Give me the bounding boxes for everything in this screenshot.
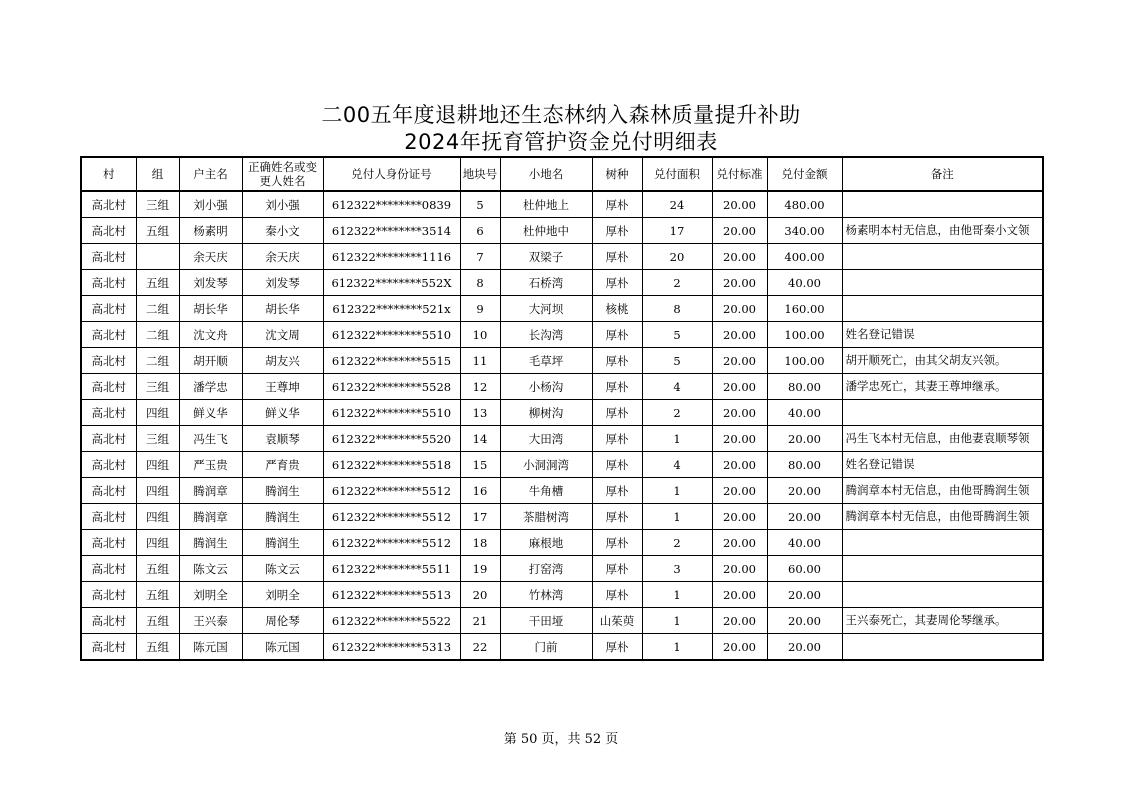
- correct-name-cell: 腾润生: [242, 478, 323, 504]
- id-number-cell: 612322********5511: [323, 556, 460, 582]
- village-cell: 高北村: [81, 504, 136, 530]
- village-cell: 高北村: [81, 452, 136, 478]
- standard-cell: 20.00: [712, 374, 767, 400]
- plot-number-cell: 19: [460, 556, 500, 582]
- id-number-cell: 612322********5518: [323, 452, 460, 478]
- area-cell: 4: [642, 452, 712, 478]
- table-body: [81, 191, 1043, 660]
- remarks-cell: 姓名登记错误: [842, 452, 1043, 478]
- group-cell: 五组: [136, 582, 179, 608]
- plot-number-cell: 15: [460, 452, 500, 478]
- group-cell: 四组: [136, 478, 179, 504]
- tree-species-cell: 厚朴: [592, 218, 642, 244]
- id-number-cell: 612322********1116: [323, 244, 460, 270]
- village-cell: 高北村: [81, 634, 136, 661]
- tree-species-cell: 厚朴: [592, 374, 642, 400]
- table-row: [81, 608, 1043, 634]
- correct-name-cell: 刘发琴: [242, 270, 323, 296]
- standard-cell: 20.00: [712, 452, 767, 478]
- header-household-head: 户主名: [179, 157, 242, 191]
- tree-species-cell: 厚朴: [592, 400, 642, 426]
- correct-name-cell: 沈文周: [242, 322, 323, 348]
- village-cell: 高北村: [81, 374, 136, 400]
- id-number-cell: 612322********5515: [323, 348, 460, 374]
- id-number-cell: 612322********5510: [323, 322, 460, 348]
- area-cell: 2: [642, 400, 712, 426]
- group-cell: 二组: [136, 322, 179, 348]
- group-cell: 五组: [136, 608, 179, 634]
- tree-species-cell: 山茱萸: [592, 608, 642, 634]
- household-head-cell: 胡开顺: [179, 348, 242, 374]
- table-row: [81, 582, 1043, 608]
- table-row: [81, 400, 1043, 426]
- amount-cell: 60.00: [767, 556, 842, 582]
- village-cell: 高北村: [81, 530, 136, 556]
- tree-species-cell: 厚朴: [592, 191, 642, 218]
- household-head-cell: 严玉贵: [179, 452, 242, 478]
- standard-cell: 20.00: [712, 608, 767, 634]
- group-cell: 二组: [136, 296, 179, 322]
- area-cell: 4: [642, 374, 712, 400]
- group-cell: 五组: [136, 270, 179, 296]
- remarks-cell: 杨素明本村无信息，由他哥秦小文领: [842, 218, 1043, 244]
- table-header-row: [81, 157, 1043, 191]
- plot-number-cell: 9: [460, 296, 500, 322]
- remarks-cell: 冯生飞本村无信息，由他妻袁顺琴领: [842, 426, 1043, 452]
- village-cell: 高北村: [81, 296, 136, 322]
- header-area: 兑付面积: [642, 157, 712, 191]
- table-row: [81, 322, 1043, 348]
- standard-cell: 20.00: [712, 322, 767, 348]
- standard-cell: 20.00: [712, 478, 767, 504]
- household-head-cell: 腾润章: [179, 504, 242, 530]
- plot-number-cell: 16: [460, 478, 500, 504]
- plot-number-cell: 14: [460, 426, 500, 452]
- remarks-cell: [842, 582, 1043, 608]
- household-head-cell: 腾润生: [179, 530, 242, 556]
- village-cell: 高北村: [81, 191, 136, 218]
- household-head-cell: 沈文舟: [179, 322, 242, 348]
- group-cell: 三组: [136, 374, 179, 400]
- remarks-cell: [842, 296, 1043, 322]
- place-name-cell: 大河坝: [500, 296, 592, 322]
- area-cell: 20: [642, 244, 712, 270]
- household-head-cell: 腾润章: [179, 478, 242, 504]
- plot-number-cell: 10: [460, 322, 500, 348]
- village-cell: 高北村: [81, 426, 136, 452]
- group-cell: 四组: [136, 400, 179, 426]
- group-cell: 二组: [136, 348, 179, 374]
- remarks-cell: 王兴泰死亡，其妻周伦琴继承。: [842, 608, 1043, 634]
- correct-name-cell: 刘明全: [242, 582, 323, 608]
- standard-cell: 20.00: [712, 270, 767, 296]
- plot-number-cell: 18: [460, 530, 500, 556]
- area-cell: 1: [642, 504, 712, 530]
- table-row: [81, 530, 1043, 556]
- tree-species-cell: 厚朴: [592, 244, 642, 270]
- group-cell: 四组: [136, 530, 179, 556]
- correct-name-cell: 秦小文: [242, 218, 323, 244]
- place-name-cell: 门前: [500, 634, 592, 661]
- amount-cell: 400.00: [767, 244, 842, 270]
- area-cell: 2: [642, 270, 712, 296]
- table-row: [81, 426, 1043, 452]
- area-cell: 1: [642, 608, 712, 634]
- remarks-cell: 腾润章本村无信息，由他哥腾润生领: [842, 504, 1043, 530]
- remarks-cell: [842, 556, 1043, 582]
- tree-species-cell: 厚朴: [592, 478, 642, 504]
- area-cell: 1: [642, 478, 712, 504]
- standard-cell: 20.00: [712, 504, 767, 530]
- area-cell: 2: [642, 530, 712, 556]
- id-number-cell: 612322********5313: [323, 634, 460, 661]
- document-title-line2: 2024年抚育管护资金兑付明细表: [404, 130, 718, 154]
- table-row: [81, 191, 1043, 218]
- correct-name-cell: 袁顺琴: [242, 426, 323, 452]
- correct-name-cell: 腾润生: [242, 504, 323, 530]
- table-row: [81, 556, 1043, 582]
- correct-name-cell: 陈元国: [242, 634, 323, 661]
- remarks-cell: [842, 191, 1043, 218]
- id-number-cell: 612322********5522: [323, 608, 460, 634]
- plot-number-cell: 6: [460, 218, 500, 244]
- standard-cell: 20.00: [712, 582, 767, 608]
- household-head-cell: 陈元国: [179, 634, 242, 661]
- tree-species-cell: 厚朴: [592, 556, 642, 582]
- place-name-cell: 竹林湾: [500, 582, 592, 608]
- place-name-cell: 干田垭: [500, 608, 592, 634]
- household-head-cell: 陈文云: [179, 556, 242, 582]
- household-head-cell: 王兴泰: [179, 608, 242, 634]
- remarks-cell: [842, 244, 1043, 270]
- table-row: [81, 218, 1043, 244]
- header-place-name: 小地名: [500, 157, 592, 191]
- id-number-cell: 612322********3514: [323, 218, 460, 244]
- remarks-cell: 腾润章本村无信息，由他哥腾润生领: [842, 478, 1043, 504]
- tree-species-cell: 厚朴: [592, 270, 642, 296]
- header-plot-number: 地块号: [460, 157, 500, 191]
- plot-number-cell: 12: [460, 374, 500, 400]
- id-number-cell: 612322********5513: [323, 582, 460, 608]
- header-amount: 兑付金额: [767, 157, 842, 191]
- standard-cell: 20.00: [712, 530, 767, 556]
- document-title-line1: 二00五年度退耕地还生态林纳入森林质量提升补助: [321, 103, 801, 127]
- area-cell: 17: [642, 218, 712, 244]
- village-cell: 高北村: [81, 270, 136, 296]
- amount-cell: 20.00: [767, 608, 842, 634]
- payment-detail-table: [80, 156, 1044, 661]
- amount-cell: 80.00: [767, 374, 842, 400]
- remarks-cell: 姓名登记错误: [842, 322, 1043, 348]
- plot-number-cell: 13: [460, 400, 500, 426]
- tree-species-cell: 厚朴: [592, 530, 642, 556]
- correct-name-cell: 王尊坤: [242, 374, 323, 400]
- id-number-cell: 612322********5528: [323, 374, 460, 400]
- standard-cell: 20.00: [712, 426, 767, 452]
- header-village: 村: [81, 157, 136, 191]
- plot-number-cell: 5: [460, 191, 500, 218]
- id-number-cell: 612322********521x: [323, 296, 460, 322]
- household-head-cell: 刘发琴: [179, 270, 242, 296]
- remarks-cell: [842, 400, 1043, 426]
- plot-number-cell: 17: [460, 504, 500, 530]
- standard-cell: 20.00: [712, 556, 767, 582]
- header-remarks: 备注: [842, 157, 1043, 191]
- area-cell: 5: [642, 348, 712, 374]
- group-cell: [136, 244, 179, 270]
- remarks-cell: 胡开顺死亡，由其父胡友兴领。: [842, 348, 1043, 374]
- village-cell: 高北村: [81, 400, 136, 426]
- village-cell: 高北村: [81, 218, 136, 244]
- amount-cell: 480.00: [767, 191, 842, 218]
- plot-number-cell: 7: [460, 244, 500, 270]
- tree-species-cell: 厚朴: [592, 452, 642, 478]
- place-name-cell: 茶腊树湾: [500, 504, 592, 530]
- standard-cell: 20.00: [712, 634, 767, 661]
- standard-cell: 20.00: [712, 244, 767, 270]
- area-cell: 5: [642, 322, 712, 348]
- household-head-cell: 余天庆: [179, 244, 242, 270]
- place-name-cell: 打窑湾: [500, 556, 592, 582]
- tree-species-cell: 厚朴: [592, 582, 642, 608]
- tree-species-cell: 厚朴: [592, 504, 642, 530]
- area-cell: 8: [642, 296, 712, 322]
- header-correct-name: 正确姓名或变更人姓名: [242, 157, 323, 191]
- village-cell: 高北村: [81, 582, 136, 608]
- id-number-cell: 612322********5512: [323, 478, 460, 504]
- household-head-cell: 胡长华: [179, 296, 242, 322]
- household-head-cell: 刘明全: [179, 582, 242, 608]
- remarks-cell: [842, 634, 1043, 661]
- tree-species-cell: 厚朴: [592, 322, 642, 348]
- village-cell: 高北村: [81, 348, 136, 374]
- table-row: [81, 374, 1043, 400]
- area-cell: 1: [642, 582, 712, 608]
- amount-cell: 40.00: [767, 530, 842, 556]
- tree-species-cell: 核桃: [592, 296, 642, 322]
- table-row: [81, 296, 1043, 322]
- standard-cell: 20.00: [712, 348, 767, 374]
- village-cell: 高北村: [81, 478, 136, 504]
- amount-cell: 20.00: [767, 426, 842, 452]
- amount-cell: 20.00: [767, 478, 842, 504]
- place-name-cell: 小杨沟: [500, 374, 592, 400]
- place-name-cell: 双梁子: [500, 244, 592, 270]
- place-name-cell: 牛角槽: [500, 478, 592, 504]
- household-head-cell: 刘小强: [179, 191, 242, 218]
- place-name-cell: 小洞洞湾: [500, 452, 592, 478]
- remarks-cell: 潘学忠死亡，其妻王尊坤继承。: [842, 374, 1043, 400]
- standard-cell: 20.00: [712, 400, 767, 426]
- amount-cell: 20.00: [767, 634, 842, 661]
- village-cell: 高北村: [81, 556, 136, 582]
- group-cell: 四组: [136, 504, 179, 530]
- page-number: 第 50 页，共 52 页: [503, 732, 619, 747]
- correct-name-cell: 胡长华: [242, 296, 323, 322]
- id-number-cell: 612322********5512: [323, 504, 460, 530]
- village-cell: 高北村: [81, 322, 136, 348]
- header-standard: 兑付标准: [712, 157, 767, 191]
- area-cell: 3: [642, 556, 712, 582]
- id-number-cell: 612322********0839: [323, 191, 460, 218]
- amount-cell: 80.00: [767, 452, 842, 478]
- standard-cell: 20.00: [712, 296, 767, 322]
- group-cell: 四组: [136, 452, 179, 478]
- place-name-cell: 杜仲地中: [500, 218, 592, 244]
- table-row: [81, 452, 1043, 478]
- correct-name-cell: 陈文云: [242, 556, 323, 582]
- tree-species-cell: 厚朴: [592, 426, 642, 452]
- amount-cell: 340.00: [767, 218, 842, 244]
- table-row: [81, 244, 1043, 270]
- correct-name-cell: 周伦琴: [242, 608, 323, 634]
- group-cell: 五组: [136, 218, 179, 244]
- village-cell: 高北村: [81, 244, 136, 270]
- id-number-cell: 612322********5510: [323, 400, 460, 426]
- plot-number-cell: 11: [460, 348, 500, 374]
- group-cell: 三组: [136, 191, 179, 218]
- household-head-cell: 潘学忠: [179, 374, 242, 400]
- place-name-cell: 石桥湾: [500, 270, 592, 296]
- header-tree-species: 树种: [592, 157, 642, 191]
- place-name-cell: 麻根地: [500, 530, 592, 556]
- correct-name-cell: 刘小强: [242, 191, 323, 218]
- household-head-cell: 鲜义华: [179, 400, 242, 426]
- remarks-cell: [842, 530, 1043, 556]
- id-number-cell: 612322********552X: [323, 270, 460, 296]
- household-head-cell: 冯生飞: [179, 426, 242, 452]
- table-row: [81, 270, 1043, 296]
- place-name-cell: 长沟湾: [500, 322, 592, 348]
- table-row: [81, 348, 1043, 374]
- correct-name-cell: 腾润生: [242, 530, 323, 556]
- amount-cell: 40.00: [767, 270, 842, 296]
- amount-cell: 40.00: [767, 400, 842, 426]
- remarks-cell: [842, 270, 1043, 296]
- area-cell: 1: [642, 634, 712, 661]
- header-group: 组: [136, 157, 179, 191]
- correct-name-cell: 余天庆: [242, 244, 323, 270]
- place-name-cell: 大田湾: [500, 426, 592, 452]
- amount-cell: 100.00: [767, 322, 842, 348]
- plot-number-cell: 22: [460, 634, 500, 661]
- household-head-cell: 杨素明: [179, 218, 242, 244]
- id-number-cell: 612322********5520: [323, 426, 460, 452]
- plot-number-cell: 21: [460, 608, 500, 634]
- correct-name-cell: 鲜义华: [242, 400, 323, 426]
- table-row: [81, 478, 1043, 504]
- tree-species-cell: 厚朴: [592, 634, 642, 661]
- correct-name-cell: 胡友兴: [242, 348, 323, 374]
- group-cell: 五组: [136, 634, 179, 661]
- amount-cell: 20.00: [767, 582, 842, 608]
- table-row: [81, 634, 1043, 661]
- village-cell: 高北村: [81, 608, 136, 634]
- header-id-number: 兑付人身份证号: [323, 157, 460, 191]
- area-cell: 24: [642, 191, 712, 218]
- group-cell: 五组: [136, 556, 179, 582]
- standard-cell: 20.00: [712, 191, 767, 218]
- table-row: [81, 504, 1043, 530]
- amount-cell: 20.00: [767, 504, 842, 530]
- correct-name-cell: 严育贵: [242, 452, 323, 478]
- tree-species-cell: 厚朴: [592, 348, 642, 374]
- group-cell: 三组: [136, 426, 179, 452]
- place-name-cell: 杜仲地上: [500, 191, 592, 218]
- plot-number-cell: 20: [460, 582, 500, 608]
- place-name-cell: 柳树沟: [500, 400, 592, 426]
- area-cell: 1: [642, 426, 712, 452]
- amount-cell: 100.00: [767, 348, 842, 374]
- amount-cell: 160.00: [767, 296, 842, 322]
- standard-cell: 20.00: [712, 218, 767, 244]
- plot-number-cell: 8: [460, 270, 500, 296]
- place-name-cell: 毛草坪: [500, 348, 592, 374]
- id-number-cell: 612322********5512: [323, 530, 460, 556]
